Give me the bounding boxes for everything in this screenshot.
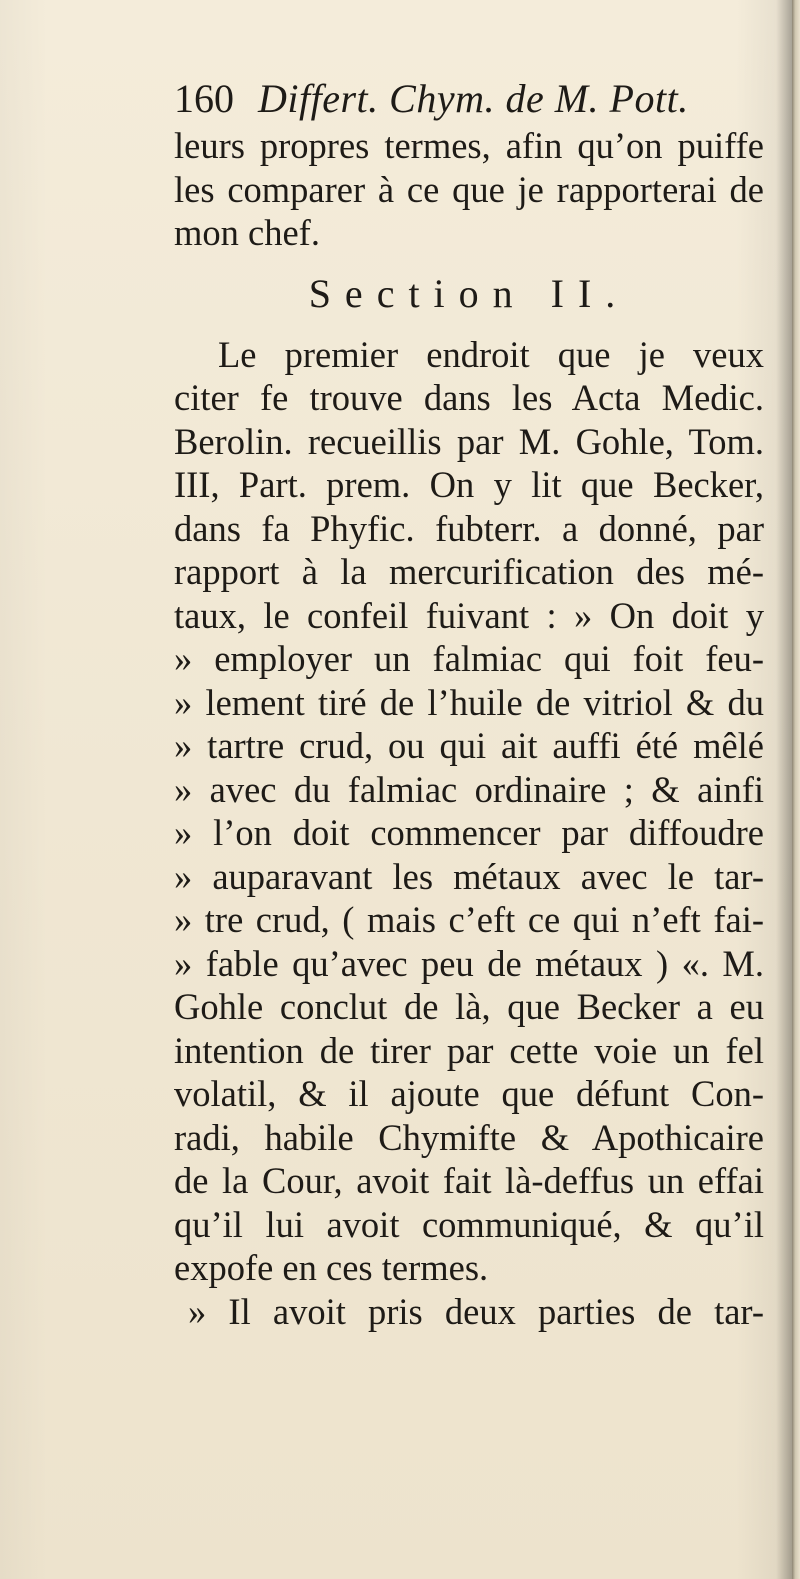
text-line: Berolin. recueillis par M. Gohle, Tom. xyxy=(174,420,764,462)
text-line: » auparavant les métaux avec le tar- xyxy=(174,855,764,897)
text-line: » fable qu’avec peu de métaux ) «. M. xyxy=(174,942,764,984)
body-text xyxy=(174,124,764,1333)
text-line: citer fe trouve dans les Acta Medic. xyxy=(174,377,764,418)
page-edge xyxy=(792,0,800,1579)
text-line: » tartre crud, ou qui ait auffi été mêlé xyxy=(174,725,764,766)
page-header xyxy=(174,72,734,126)
text-line: » l’on doit commencer par diffoudre xyxy=(174,812,764,853)
text-line: Le premier endroit que je veux xyxy=(218,333,764,375)
text-line: de la Cour, avoit fait là-deffus un effai xyxy=(174,1160,764,1201)
text-line: mon chef. xyxy=(174,212,320,253)
text-line: rapport à la mercurification des mé- xyxy=(174,551,764,592)
page-number: 160 xyxy=(174,76,234,121)
text-line: les comparer à ce que je rapporterai de xyxy=(174,168,764,210)
text-line: Gohle conclut de là, que Becker a eu xyxy=(174,986,764,1027)
text-line: leurs propres termes, afin qu’on puiffe xyxy=(174,125,764,166)
text-line: intention de tirer par cette voie un fel xyxy=(174,1029,764,1071)
text-line: volatil, & il ajoute que défunt Con- xyxy=(174,1073,764,1114)
text-line: » avec du falmiac ordinaire ; & ainfi xyxy=(174,768,764,810)
text-line: » employer un falmiac qui foit feu- xyxy=(174,638,764,679)
text-line: » Il avoit pris deux parties de tar- xyxy=(188,1290,764,1332)
text-line: radi, habile Chymifte & Apothicaire xyxy=(174,1116,764,1158)
text-line: dans fa Phyfic. fubterr. a donné, par xyxy=(174,507,764,549)
text-line: » lement tiré de l’huile de vitriol & du xyxy=(174,681,764,723)
running-title: Differt. Chym. de M. Pott. xyxy=(258,76,689,121)
text-line: expofe en ces termes. xyxy=(174,1247,489,1288)
text-line: III, Part. prem. On y lit que Becker, xyxy=(174,464,764,505)
section-heading: Section II. xyxy=(308,270,630,316)
text-line: taux, le confeil fuivant : » On doit y xyxy=(174,594,764,636)
text-line: » tre crud, ( mais c’eft ce qui n’eft fai- xyxy=(174,899,764,940)
text-line: qu’il lui avoit communiqué, & qu’il xyxy=(174,1203,764,1245)
